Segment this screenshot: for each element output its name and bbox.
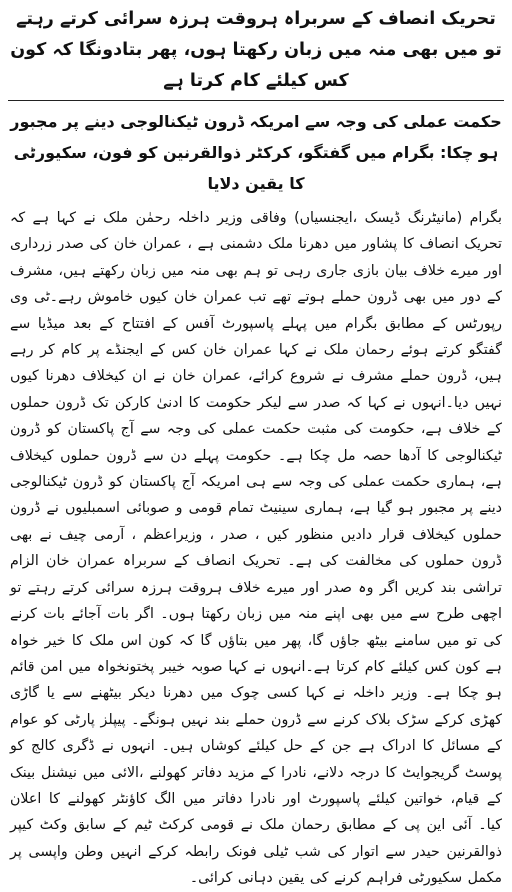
headline: تحریک انصاف کے سربراہ ہروقت ہرزہ سرائی کرتے رہتے تو میں بھی منہ میں زبان رکھتا ہوں، پھر بتادونگا کہ کون کس کیلئے کام کرتا ہے <box>10 9 502 91</box>
divider-line <box>8 100 504 101</box>
article-body: بگرام (مانیٹرنگ ڈیسک ،ایجنسیاں) وفاقی وزیر داخلہ رحمٰن ملک نے کہا ہے کہ تحریک انصاف کا پشاور میں دھرنا ملک دشمنی ہے ، عمران خان کی صدر زرداری اور میرے خلاف بیان بازی جاری رہی تو ہم بھی منہ میں زبان رکھتے ہیں، مشرف کے دور میں بھی ڈرون حملے ہوتے تھے تب عمران خان کیوں خاموش رہے۔ٹی وی رپورٹس کے مطابق بگرام میں پہلے پاسپورٹ آفس کے افتتاح کے بعد میڈیا سے گفتگو کرتے ہوئے رحمان ملک نے کہا عمران خان کس کے ایجنڈے پر کام کر رہے ہیں، ڈرون حملے مشرف نے شروع کرائے، عمران خان نے ان کیخلاف دھرنا کیوں نہیں دیا۔انہوں نے کہا کہ صدر سے لیکر حکومت کا ادنیٰ کارکن تک ڈرون حملوں کے خلاف ہے، حکومت کی مثبت حکمت عملی کی وجہ سے آج پاکستان کو ڈرون ٹیکنالوجی کا آدھا حصہ مل چکا ہے۔ حکومت پہلے دن سے ڈرون حملوں کیخلاف ہے، ہماری حکمت عملی کی وجہ سے ہی امریکہ آج پاکستان کو ڈرون ٹیکنالوجی دینے پر مجبور ہو گیا ہے، ہماری سینیٹ تمام قومی و صوبائی اسمبلیوں نے ڈرون حملوں کیخلاف قرار دادیں منظور کیں ، صدر ، وزیراعظم ، آرمی چیف نے بھی ڈرون حملوں کی مخالفت کی ہے۔ تحریک انصاف کے سربراہ عمران خان الزام تراشی بند کریں اگر وہ صدر اور میرے خلاف ہروقت ہرزہ سرائی کرتے رہتے تو اچھی طرح سے میں بھی اپنے منہ میں زبان رکھتا ہوں۔ اگر بات آجائے بات کرنے کی تو میں سامنے بیٹھ جاؤں گا، پھر میں بتاؤں گا کہ کون اس ملک کا خیر خواہ ہے کون کس کیلئے کام کرتا ہے۔انہوں نے کہا صوبہ خیبر پختونخواہ میں امن قائم ہو چکا ہے۔ وزیر داخلہ نے کہا کسی چوک میں دھرنا دیکر بیٹھنے سے یا گاڑی کھڑی کرکے سڑک بلاک کرنے سے ڈرون حملے بند نہیں ہونگے۔ پیپلز پارٹی کو عوام کے مسائل کا ادراک ہے جن کے حل کیلئے کوشاں ہیں۔ انہوں نے ڈگری کالج کو پوسٹ گریجوایٹ کا درجہ دلانے، نادرا کے مزید دفاتر کھولنے ،الائی میں نیشنل بینک کے قیام، خواتین کیلئے پاسپورٹ اور نادرا دفاتر میں الگ کاؤنٹر کھولنے کا اعلان کیا۔ آئی این پی کے مطابق رحمان ملک نے قومی کرکٹ ٹیم کے سابق وکٹ کیپر ذوالقرنین حیدر سے اتوار کی شب ٹیلی فونک رابطہ کرکے انہیں وطن واپسی پر مکمل سکیورٹی فراہم کرنے کی یقین دہانی کرائی۔ <box>10 210 502 887</box>
subheadline: حکمت عملی کی وجہ سے امریکہ ڈرون ٹیکنالوجی دینے پر مجبور ہو چکا: بگرام میں گفتگو، کرکٹر ذوالقرنین کو فون، سکیورٹی کا یقین دلایا <box>10 112 502 193</box>
